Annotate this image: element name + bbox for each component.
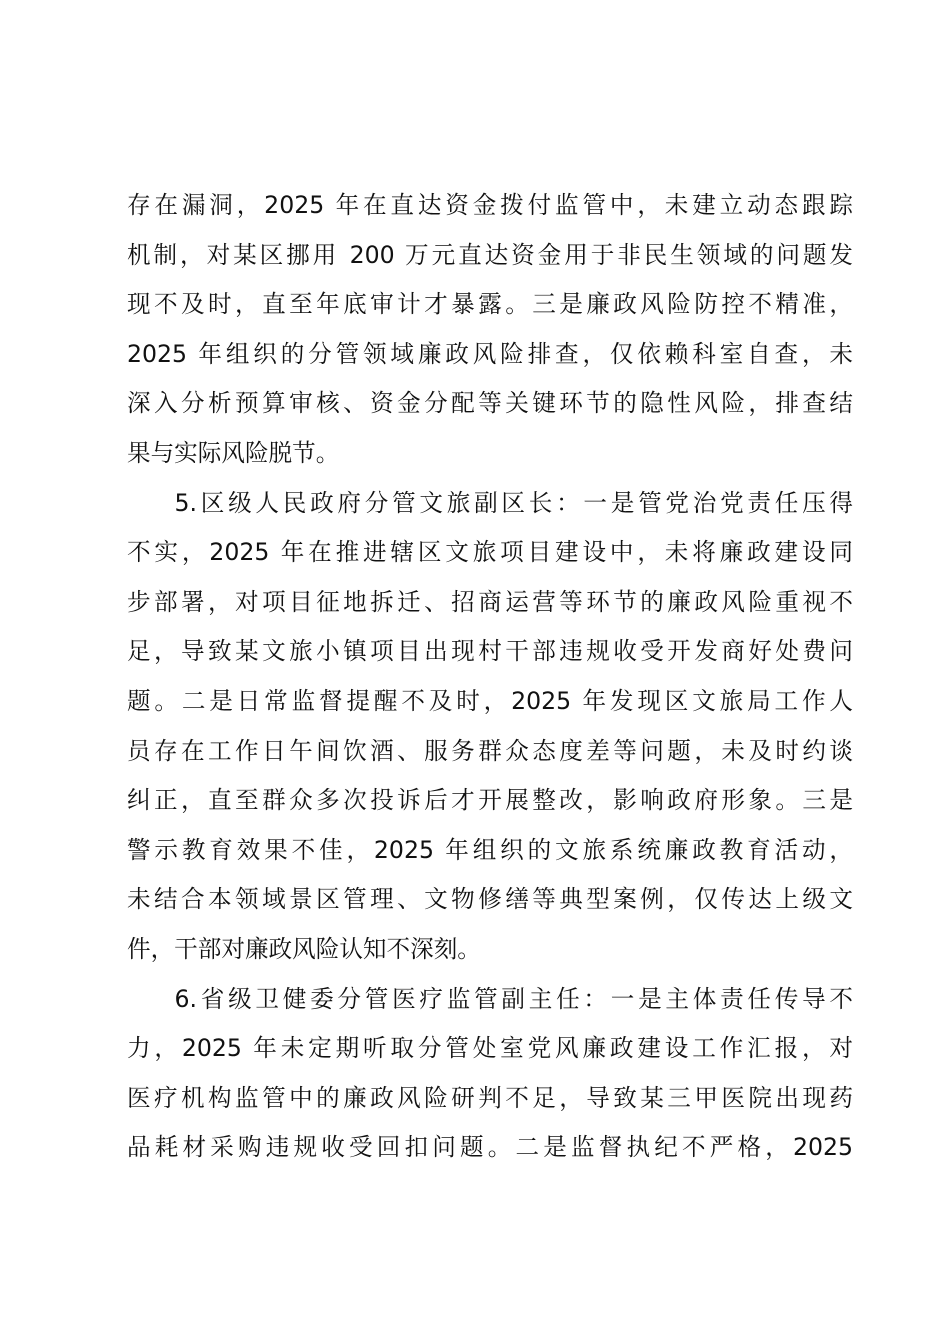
- text-line: 医疗机构监管中的廉政风险研判不足，导致某三甲医院出现药: [127, 1083, 853, 1112]
- text-line: 品耗材采购违规收受回扣问题。二是监督执纪不严格，2025: [127, 1133, 853, 1162]
- text-line: 题。二是日常监督提醒不及时，2025 年发现区文旅局工作人: [127, 686, 853, 715]
- text-line: 力，2025 年未定期听取分管处室党风廉政建设工作汇报，对: [127, 1034, 853, 1063]
- text-line: 警示教育效果不佳，2025 年组织的文旅系统廉政教育活动，: [127, 835, 853, 864]
- text-line: 员存在工作日午间饮酒、服务群众态度差等问题，未及时约谈: [127, 736, 853, 765]
- text-line: 存在漏洞，2025 年在直达资金拨付监管中，未建立动态跟踪: [127, 191, 853, 219]
- paragraph-continuation: [127, 181, 853, 479]
- text-line: 机制，对某区挪用 200 万元直达资金用于非民生领域的问题发: [127, 240, 853, 269]
- text-line: 2025 年组织的分管领域廉政风险排查，仅依赖科室自查，未: [127, 339, 853, 368]
- paragraph-item-5: [127, 479, 853, 975]
- text-line: 现不及时，直至年底审计才暴露。三是廉政风险防控不精准，: [127, 290, 853, 319]
- text-line: 未结合本领域景区管理、文物修缮等典型案例，仅传达上级文: [127, 885, 853, 914]
- document-page: [127, 181, 853, 1173]
- text-line: 果与实际风险脱节。: [127, 438, 340, 467]
- paragraph-item-6: [127, 975, 853, 1173]
- text-line: 件，干部对廉政风险认知不深刻。: [127, 934, 481, 963]
- text-line: 6.省级卫健委分管医疗监管副主任：一是主体责任传导不: [174, 984, 853, 1013]
- text-line: 深入分析预算审核、资金分配等关键环节的隐性风险，排查结: [127, 389, 853, 418]
- text-line: 足，导致某文旅小镇项目出现村干部违规收受开发商好处费问: [127, 637, 853, 666]
- text-line: 纠正，直至群众多次投诉后才开展整改，影响政府形象。三是: [127, 786, 853, 815]
- text-line: 步部署，对项目征地拆迁、招商运营等环节的廉政风险重视不: [127, 587, 853, 616]
- text-line: 5.区级人民政府分管文旅副区长：一是管党治党责任压得: [174, 488, 853, 517]
- text-line: 不实，2025 年在推进辖区文旅项目建设中，未将廉政建设同: [127, 538, 853, 567]
